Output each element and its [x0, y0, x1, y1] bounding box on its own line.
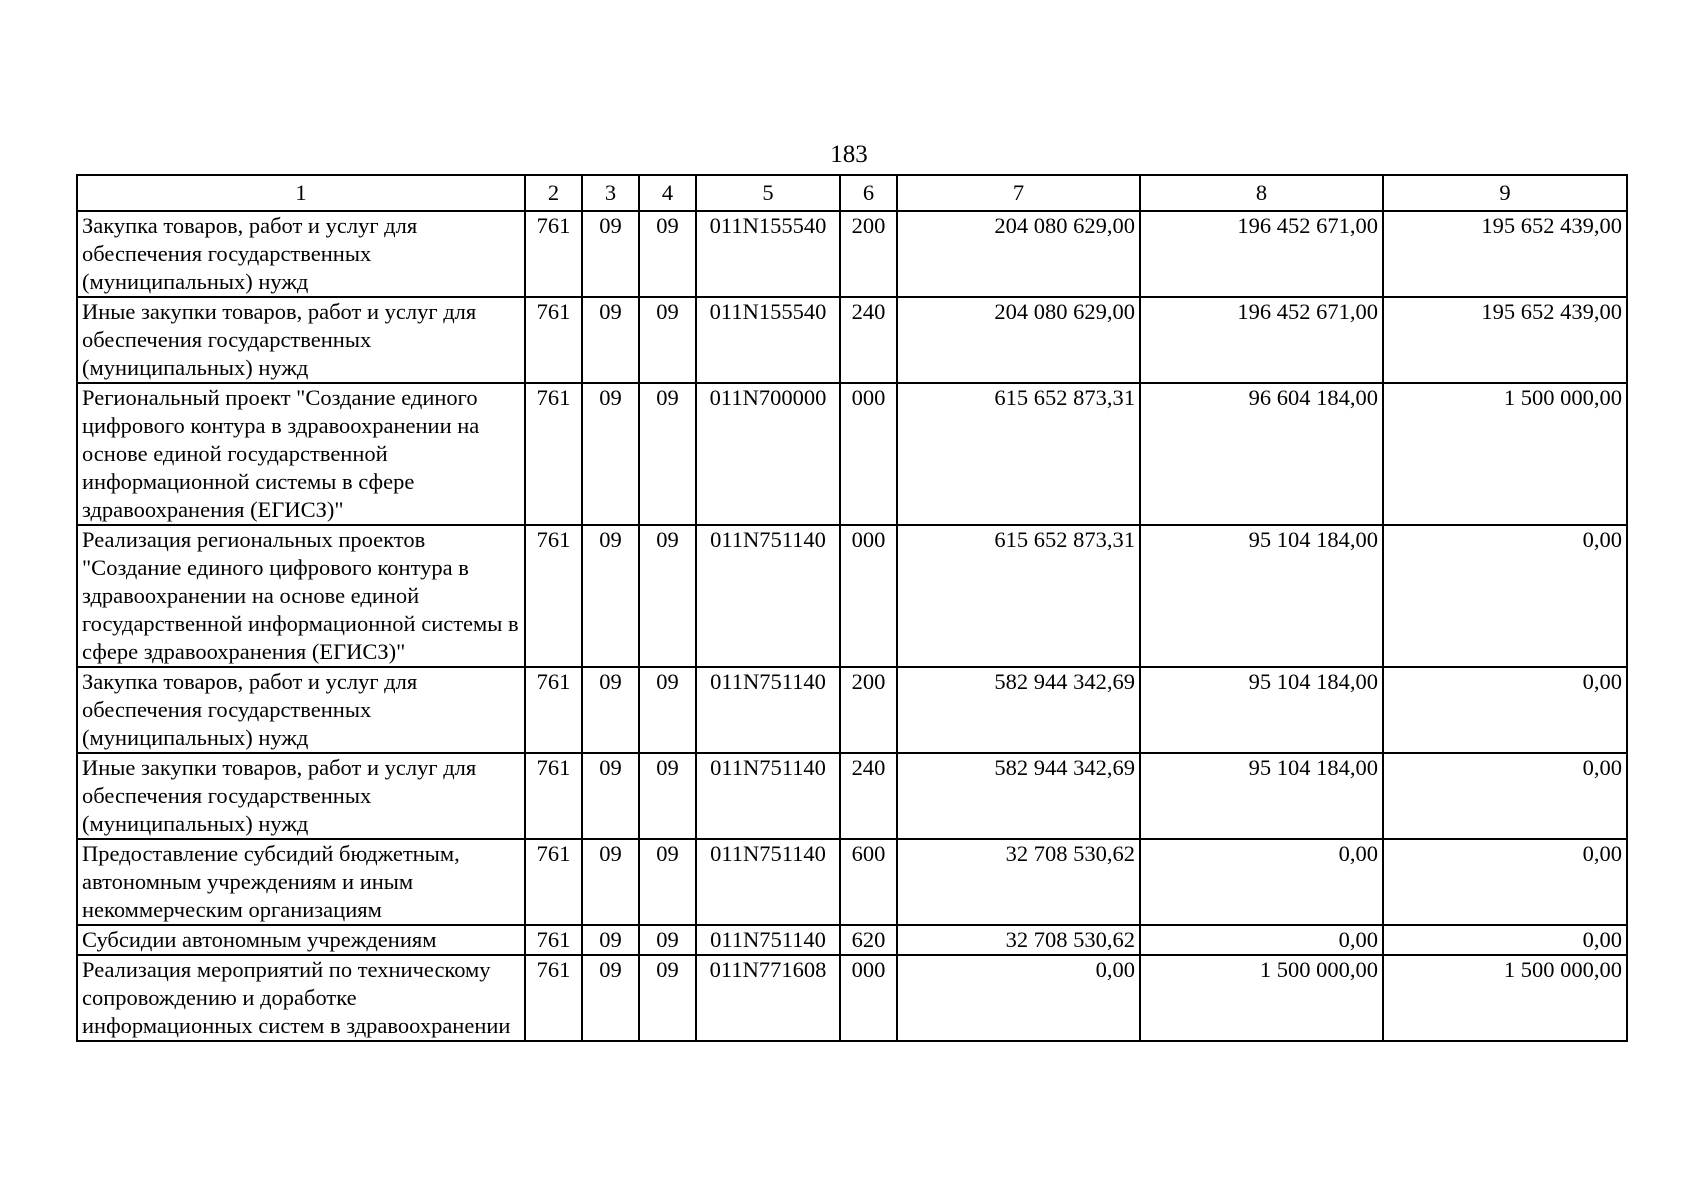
column-header-3: 3	[582, 175, 639, 211]
row-code-6: 200	[840, 667, 897, 753]
row-name: Реализация мероприятий по техническому сопровождению и доработке информационных систем в здравоохранении	[77, 955, 525, 1041]
row-code-4: 09	[639, 955, 696, 1041]
row-code-4: 09	[639, 667, 696, 753]
table-row	[77, 839, 1627, 925]
row-code-4: 09	[639, 753, 696, 839]
column-header-5: 5	[696, 175, 840, 211]
row-code-2: 761	[525, 297, 582, 383]
row-code-6: 000	[840, 955, 897, 1041]
row-code-2: 761	[525, 211, 582, 297]
row-amount-7: 0,00	[897, 955, 1140, 1041]
table-row	[77, 667, 1627, 753]
row-code-5: 011N155540	[696, 297, 840, 383]
row-code-5: 011N771608	[696, 955, 840, 1041]
row-amount-7: 615 652 873,31	[897, 383, 1140, 525]
row-amount-9: 0,00	[1383, 925, 1627, 955]
row-amount-8: 95 104 184,00	[1140, 667, 1383, 753]
row-code-4: 09	[639, 211, 696, 297]
row-code-3: 09	[582, 839, 639, 925]
column-header-7: 7	[897, 175, 1140, 211]
row-amount-9: 0,00	[1383, 753, 1627, 839]
table-row	[77, 297, 1627, 383]
table-row	[77, 955, 1627, 1041]
row-amount-9: 1 500 000,00	[1383, 955, 1627, 1041]
row-amount-8: 0,00	[1140, 925, 1383, 955]
row-amount-9: 195 652 439,00	[1383, 297, 1627, 383]
row-code-3: 09	[582, 925, 639, 955]
row-code-5: 011N751140	[696, 525, 840, 667]
row-amount-7: 582 944 342,69	[897, 753, 1140, 839]
row-amount-9: 195 652 439,00	[1383, 211, 1627, 297]
page-number: 183	[830, 141, 868, 168]
row-amount-8: 196 452 671,00	[1140, 297, 1383, 383]
row-amount-8: 1 500 000,00	[1140, 955, 1383, 1041]
row-code-3: 09	[582, 525, 639, 667]
row-code-6: 000	[840, 525, 897, 667]
row-code-5: 011N751140	[696, 667, 840, 753]
row-amount-8: 95 104 184,00	[1140, 753, 1383, 839]
row-code-6: 240	[840, 297, 897, 383]
row-amount-7: 204 080 629,00	[897, 211, 1140, 297]
row-code-6: 620	[840, 925, 897, 955]
row-code-3: 09	[582, 297, 639, 383]
column-header-4: 4	[639, 175, 696, 211]
row-name: Закупка товаров, работ и услуг для обеспечения государственных (муниципальных) нужд	[77, 211, 525, 297]
row-amount-7: 32 708 530,62	[897, 925, 1140, 955]
row-name: Иные закупки товаров, работ и услуг для обеспечения государственных (муниципальных) нужд	[77, 297, 525, 383]
row-code-2: 761	[525, 383, 582, 525]
row-amount-9: 0,00	[1383, 839, 1627, 925]
column-header-1: 1	[77, 175, 525, 211]
row-code-2: 761	[525, 839, 582, 925]
row-name: Иные закупки товаров, работ и услуг для обеспечения государственных (муниципальных) нужд	[77, 753, 525, 839]
row-name: Закупка товаров, работ и услуг для обеспечения государственных (муниципальных) нужд	[77, 667, 525, 753]
row-name: Реализация региональных проектов "Создание единого цифрового контура в здравоохранении на основе единой государственной информационной системы в сфере здравоохранения (ЕГИСЗ)"	[77, 525, 525, 667]
row-amount-7: 32 708 530,62	[897, 839, 1140, 925]
row-code-4: 09	[639, 525, 696, 667]
column-header-6: 6	[840, 175, 897, 211]
table-row	[77, 753, 1627, 839]
row-code-6: 240	[840, 753, 897, 839]
row-name: Субсидии автономным учреждениям	[77, 925, 525, 955]
table-row	[77, 383, 1627, 525]
row-code-5: 011N751140	[696, 925, 840, 955]
row-code-4: 09	[639, 383, 696, 525]
table-row	[77, 211, 1627, 297]
header-row	[77, 175, 1627, 211]
row-code-5: 011N751140	[696, 839, 840, 925]
row-code-5: 011N700000	[696, 383, 840, 525]
table-row	[77, 925, 1627, 955]
budget-table	[76, 174, 1628, 1042]
column-header-9: 9	[1383, 175, 1627, 211]
row-amount-7: 204 080 629,00	[897, 297, 1140, 383]
row-code-6: 000	[840, 383, 897, 525]
table-row	[77, 525, 1627, 667]
row-amount-9: 0,00	[1383, 667, 1627, 753]
row-code-2: 761	[525, 925, 582, 955]
row-code-3: 09	[582, 955, 639, 1041]
row-code-4: 09	[639, 925, 696, 955]
row-code-3: 09	[582, 753, 639, 839]
row-code-4: 09	[639, 839, 696, 925]
row-code-2: 761	[525, 667, 582, 753]
row-code-5: 011N155540	[696, 211, 840, 297]
row-code-6: 200	[840, 211, 897, 297]
row-code-6: 600	[840, 839, 897, 925]
row-amount-7: 615 652 873,31	[897, 525, 1140, 667]
row-name: Предоставление субсидий бюджетным, автономным учреждениям и иным некоммерческим организациям	[77, 839, 525, 925]
row-amount-9: 1 500 000,00	[1383, 383, 1627, 525]
column-header-8: 8	[1140, 175, 1383, 211]
row-name: Региональный проект "Создание единого цифрового контура в здравоохранении на основе единой государственной информационной системы в сфере здравоохранения (ЕГИСЗ)"	[77, 383, 525, 525]
row-amount-8: 196 452 671,00	[1140, 211, 1383, 297]
row-code-3: 09	[582, 383, 639, 525]
row-code-3: 09	[582, 667, 639, 753]
row-amount-8: 95 104 184,00	[1140, 525, 1383, 667]
row-code-2: 761	[525, 955, 582, 1041]
column-header-2: 2	[525, 175, 582, 211]
row-code-2: 761	[525, 753, 582, 839]
row-code-5: 011N751140	[696, 753, 840, 839]
row-code-2: 761	[525, 525, 582, 667]
row-code-4: 09	[639, 297, 696, 383]
row-amount-7: 582 944 342,69	[897, 667, 1140, 753]
row-amount-9: 0,00	[1383, 525, 1627, 667]
row-amount-8: 96 604 184,00	[1140, 383, 1383, 525]
row-code-3: 09	[582, 211, 639, 297]
row-amount-8: 0,00	[1140, 839, 1383, 925]
